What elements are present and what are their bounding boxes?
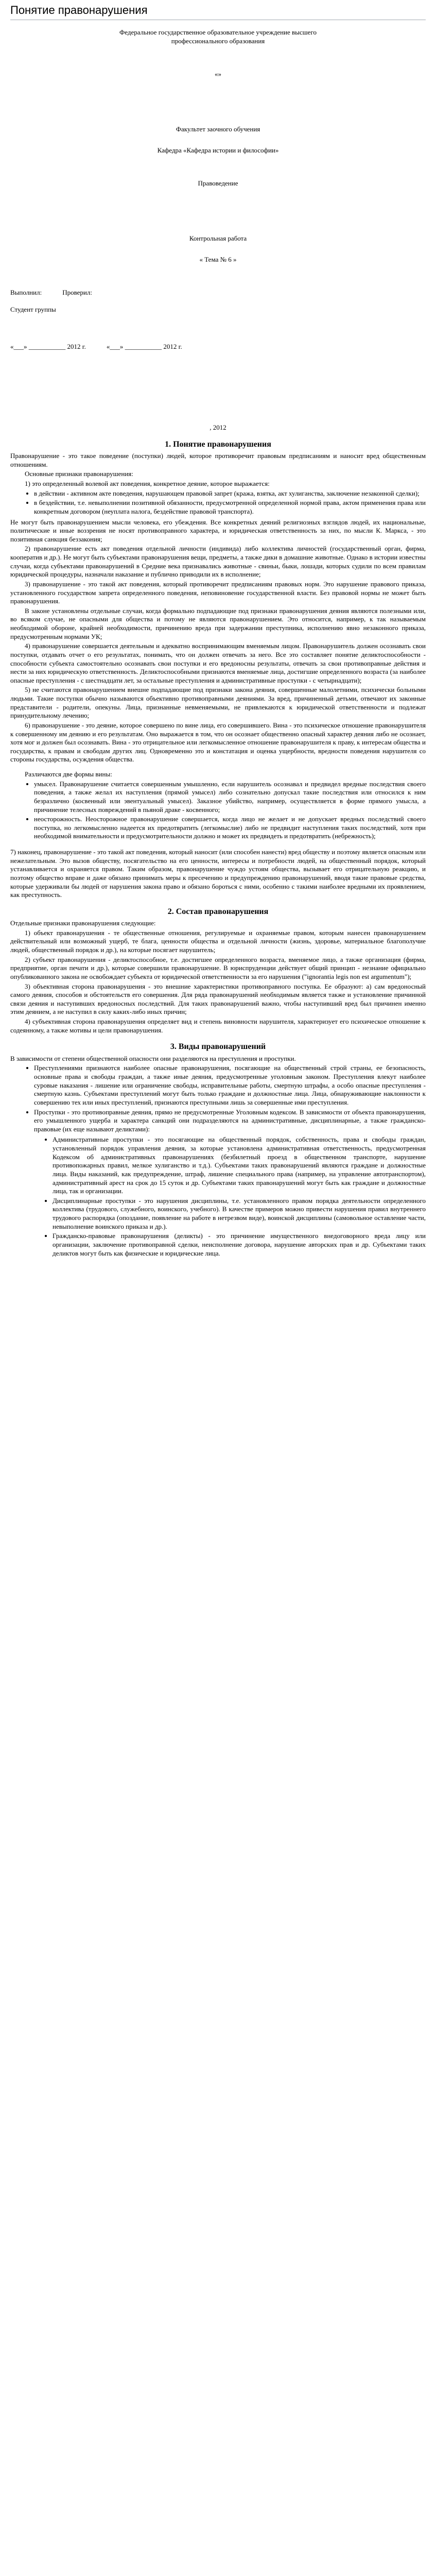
section-heading: 2. Состав правонарушения — [167, 907, 269, 916]
paragraph: 4) субъективная сторона правонарушения определяет вид и степень виновности нарушителя, характеризует его психическое отношение к содеянному, а также мотивы и цели правонарушения. — [10, 1018, 426, 1034]
institution-name: Федеральное государственное образовательное учреждение высшего профессионального образования — [119, 28, 317, 45]
section — [10, 1042, 426, 1258]
faculty-name: Факультет заочного обучения — [176, 125, 260, 133]
paragraph: В зависимости от степени общественной опасности они разделяются на преступления и проступки. — [10, 1054, 296, 1062]
section — [10, 907, 426, 1035]
paragraph: 4) правонарушение совершается деятельным и адекватно воспринимающим вменяемым лицом. Правонарушитель должен осознавать свои поступки, отдавать отчет о его результатах, понимать, что он должен отвечать за него. Все это составляет понятие деликтоспособности - способности субъекта самостоятельно осознавать свои поступки и его вредоносны результаты, отвечать за свои противоправные действия и нести за них юридическую ответственность. Деликтоспособными признаются вменяемые лица, достигшие определенного возраста (за наиболее опасные преступления - с шестнадцати лет, за остальные преступления и административные проступки - с четырнадцати); — [10, 642, 426, 684]
section — [10, 765, 426, 900]
paragraph: 1) это определенный волевой акт поведения, конкретное деяние, которое выражается: — [25, 480, 270, 487]
date-left: «___» ___________ 2012 г. — [10, 343, 86, 351]
list-item: • в бездействии, т.е. невыполнении позитивной обязанности, предусмотренной определенной нормой права, актом применения права или конкретным договором (неуплата налога, бездействие правовой транспорта). — [34, 499, 426, 516]
checker-label: Проверил: — [62, 289, 92, 297]
paragraph: 2) правонарушение есть акт поведения отдельной личности (индивида) либо коллектива личностей (государственный орган, фирма, кооператив и др.). Не могут быть субъектами правонарушения вещи, предметы, а также дики в домашние животные. Однако в истории известны случаи, когда субъектами правонарушений в Средние века признавались животные - свиньи, быки, лошади, которых судили по всем правилам юридической процедуры, назначали наказание и публично приводили их в исполнение; — [10, 545, 426, 579]
paragraph: 3) объективная сторона правонарушения - это внешние характеристики противоправного поступка. Ее образуют: а) сам вредоносный самого деяния, способов и обстоятельств его совершения. Для ряда правонарушений необходимым является также и установление причинной связи деяния и наступивших вредоносных последствий. Для таких правонарушений важно, чтобы наступивший вред был причинен именно этим деянием, а не наступил в силу каких-либо иных причин; — [10, 982, 426, 1016]
paragraph: Различаются две формы вины: — [25, 770, 112, 778]
performer-label: Выполнил: — [10, 289, 42, 297]
bullet-list — [10, 780, 426, 841]
section-heading: 1. Понятие правонарушения — [165, 439, 271, 449]
date-right: «___» ___________ 2012 г. — [106, 343, 182, 351]
year-line: , 2012 — [210, 423, 226, 432]
paragraph: Основные признаки правонарушения: — [25, 470, 133, 478]
paragraph: Не могут быть правонарушением мысли человека, его убеждения. Все конкретных деяний религиозных взглядов людей, их национальные, политические и иные воззрения не носят противоправного характера, и юридическая ответственность за них, по мысли К. Маркса, - это позитивная санкция беззакония; — [10, 518, 426, 543]
list-item: • Административные проступки - это посягающие на общественный порядок, собственность, права и свободы граждан, установленный порядок управления деяния, за которые установлена административная ответственность, предусмотренная Кодексом об административных правонарушениях (безбилетный проезд в общественном транспорте, нарушение противопожарных правил, мелкое хулиганство и т.д.). Субъектами таких правонарушений являются граждане и должностные лица. Виды наказаний, как предупреждение, штраф, лишение специального права (например, на управление автотранспортом), административный арест на срок до 15 суток и др. Субъектами таких правонарушений могут быть как граждане и должностные лица, так и организации. — [53, 1136, 426, 1195]
list-item: • Гражданско-правовые правонарушения (деликты) - это причинение имущественного внедоговорного вреда лицу или организации, заключение противоправной сделки, неисполнение договора, нарушение авторских прав и др. Субъектами таких деликтов могут быть как физические и юридические лица. — [53, 1232, 426, 1258]
paragraph: Правонарушение - это такое поведение (поступки) людей, которое противоречит правовым предписаниям и наносит вред общественным отношениям. — [10, 452, 426, 468]
department-name: Кафедра «Кафедра истории и философии» — [157, 146, 279, 154]
date-row — [10, 343, 426, 351]
paragraph: 1) объект правонарушения - те общественные отношения, регулируемые и охраняемые правом, которым нанесен правонарушением действительный или возможный ущерб, те блага, ценности общества и отдельной личности (жизнь, здоровье, материальное благополучие людей, общественный порядок и др.), на которые посягает нарушитель; — [10, 928, 426, 954]
paragraph: 7) наконец, правонарушение - это такой акт поведения, который наносит (или способен нанести) вред обществу и поэтому является опасным или нежелательным. Это вызов обществу, посягательство на его ценности, интересы и потребности людей, на общественный порядок, который устанавливается и охраняется правом. Таким образом, правонарушение чуждо устоям общества, вызывает его отрицательную реакцию, и поэтому общество вправе и даже обязано принимать меры к пресечению и предупреждению правонарушений, вводя такие правовые средства, которые удерживали бы людей от нарушения закона право и обязано бороться с ними, особенно с такими наиболее вредными их проявлением, как преступность. — [10, 848, 426, 899]
section-heading: 3. Виды правонарушений — [170, 1042, 266, 1052]
bullet-list — [10, 1064, 426, 1133]
subject-name: Правоведение — [198, 179, 238, 188]
list-item: • умысел. Правонарушение считается совершенным умышленно, если нарушитель осознавал и предвидел вредные последствия своего поведения, а также желал их наступления (прямой умысел) либо сознательно допускал такие последствия или относился к ним безразлично (косвенный или эвентуальный умысел). Заказное убийство, например, осуществляется в форме прямого умысла, а причинение телесных повреждений в пьяной драке - косвенного; — [34, 780, 426, 815]
list-item: • неосторожность. Неосторожное правонарушение совершается, когда лицо не желает и не допускает вредных последствий своего поступка, но легкомысленно надеется их предотвратить (легкомыслие) либо не предвидит наступления таких последствий, хотя при необходимой внимательности и предусмотрительности должно и может их предвидеть и предотвратить (небрежность); — [34, 815, 426, 841]
paragraph: 6) правонарушение - это деяние, которое совершено по вине лица, его совершившего. Вина - это психическое отношение правонарушителя к совершенному им деянию и его результатам. Оно выражается в том, что он осознает общественно опасный характер деяния либо не осознает, хотя мог и должен был осознавать. Вина - это отрицательное или легкомысленное отношение правонарушителя к праву, к интересам общества и государства, к правам и свободам других лиц. Одновременно это и констатация и оценка ущербности, вредности поведения нарушителя со стороны государства, осуждения общества. — [10, 721, 426, 764]
document-page — [0, 0, 436, 1275]
paragraph: Отдельные признаки правонарушения следующие: — [10, 919, 156, 927]
work-type: Контрольная работа — [189, 234, 247, 242]
document-body — [10, 439, 426, 1258]
paragraph: 5) не считаются правонарушением внешне подпадающие под признаки закона деяния, совершенные малолетними, психически больными людьми. Такие поступки обычно называются объективно противоправными деяниями. За вред, причиненный детьми, отвечают их законные представители - родители, опекуны. Лица, признанные невменяемыми, не привлекаются к юридической ответственности и подлежат принудительному лечению; — [10, 686, 426, 720]
spacer — [10, 765, 426, 770]
spacer — [10, 843, 426, 848]
paragraph: В законе установлены отдельные случаи, когда формально подпадающие под признаки правонарушения деяния являются полезными или, во всяком случае, не опасными для общества и потому не являются правонарушением. Это относится, например, к так называемым необходимой обороне, крайней необходимости, причинению вреда при задержании преступника, исполнению явно незаконного приказа, предусмотренным нормами УК; — [10, 606, 426, 640]
paragraph: 3) правонарушение - это такой акт поведения, который противоречит предписаниям правовых норм. Это нарушение правового приказа, установленного государством запрета определенного поведения, неповиновение государственной власти. Без правовой нормы не может быть правонарушения. — [10, 580, 426, 605]
bullet-list — [10, 489, 426, 516]
work-topic: « Тема № 6 » — [199, 255, 237, 263]
quote-mark: «» — [215, 70, 221, 78]
list-item: • Дисциплинарные проступки - это нарушения дисциплины, т.е. установленного правом порядка деятельности определенного коллектива (трудового, служебного, воинского, учебного). В качестве примеров можно привести нарушения правил внутреннего трудового распорядка (опоздание, появление на работе в нетрезвом виде), воинской дисциплины (самовольное оставление части, невыполнение воинского приказа и др.). — [53, 1197, 426, 1231]
group-label: Студент группы — [10, 305, 56, 313]
bullet-list — [10, 1136, 426, 1258]
list-item: • Проступки - это противоправные деяния, прямо не предусмотренные Уголовным кодексом. В зависимости от объекта правонарушения, его умышленного ущерба и характера санкций они подразделяются на административные, дисциплинарные, а также гражданско-правовые (их еще называют деликтами): — [34, 1108, 426, 1134]
list-item: • в действии - активном акте поведения, нарушающем правовой запрет (кража, взятка, акт хулиганства, заключение незаконной сделки); — [34, 489, 426, 498]
list-item: • Преступлениями признаются наиболее опасные правонарушения, посягающие на общественный строй страны, ее безопасность, основные права и свободы граждан, а также иные деяния, предусмотренные уголовным законом. Преступления влекут наиболее суровые наказания - лишение или ограничение свободы, исправительные работы, смертную штрафы, а особо опасные преступления - смертную казнь. Субъектами преступлений могут быть только граждане и должностные лица. Лица, обнаруживающие наклонности к совершению тех или иных преступлений, признаются преступными лишь за совершенные ими преступления. — [34, 1064, 426, 1107]
signature-row — [10, 289, 426, 297]
title-page — [10, 28, 426, 432]
paragraph: 2) субъект правонарушения - деликтоспособное, т.е. достигшее определенного возраста, вменяемое лицо, а также организация (фирма, предприятие, орган печати и др.), которые совершили правонарушение. В юриспруденции действует общий принцип - незнание официально опубликованного закона не освобождает субъекта от юридической ответственности за его нарушения ("ignorantia legis non est argumentum"); — [10, 955, 426, 980]
page-title: Понятие правонарушения — [10, 3, 426, 20]
section — [10, 439, 426, 764]
